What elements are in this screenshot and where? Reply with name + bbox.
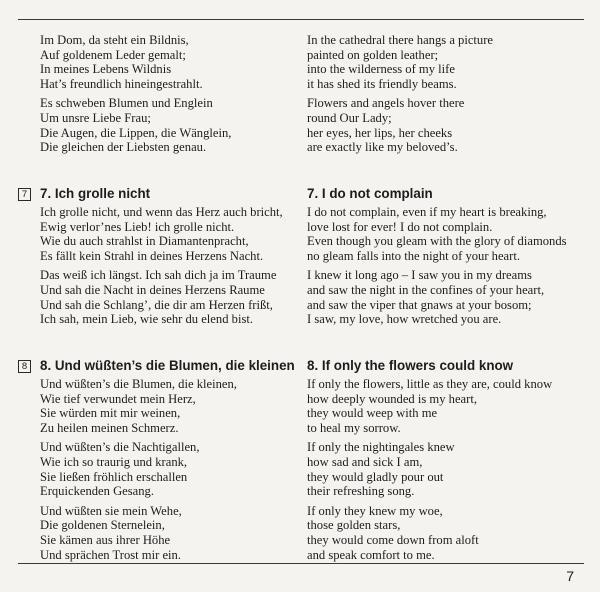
- song7-title-de: 7. Ich grolle nicht: [40, 186, 151, 201]
- poem-line: Und sah die Nacht in deines Herzens Raume: [40, 282, 265, 297]
- poem-line: they would gladly pour out: [307, 469, 444, 484]
- poem-line: Sie würden mit mir weinen,: [40, 406, 181, 421]
- poem-line: I do not complain, even if my heart is breaking,: [307, 205, 547, 219]
- poem-line: Und wüßten sie mein Wehe,: [40, 503, 182, 518]
- poem-line: are exactly like my beloved’s.: [307, 140, 458, 155]
- poem-line: to heal my sorrow.: [307, 420, 401, 435]
- poem-line: and saw the night in the confines of your heart,: [307, 282, 545, 297]
- poem-line: Die gleichen der Liebsten genau.: [40, 140, 207, 155]
- page-number: 7: [566, 568, 574, 584]
- track-number-8: 8: [18, 360, 31, 373]
- poem-line: Ich sah, mein Lieb, wie sehr du elend bist.: [40, 312, 253, 327]
- poem-line: In the cathedral there hangs a picture: [307, 33, 494, 47]
- poem-line: If only the flowers, little as they are, could know: [307, 377, 553, 391]
- song7-de-stanza-1: [40, 205, 298, 263]
- poem-line: Um unsre Liebe Frau;: [40, 110, 151, 125]
- poem-line: her eyes, her lips, her cheeks: [307, 125, 453, 140]
- poem-line: Zu heilen meinen Schmerz.: [40, 420, 179, 435]
- poem-line: Das weiß ich längst. Ich sah dich ja im Traume: [40, 268, 277, 283]
- poem-line: Im Dom, da steht ein Bildnis,: [40, 33, 189, 47]
- song7-de-stanza-2: [40, 268, 298, 326]
- poem-line: and saw the viper that gnaws at your bosom;: [307, 297, 532, 312]
- poem-line: Und wüßten’s die Blumen, die kleinen,: [40, 377, 237, 391]
- song7-title-en: 7. I do not complain: [307, 186, 433, 201]
- poem-line: Even though you gleam with the glory of diamonds: [307, 234, 567, 249]
- song8-title-de: 8. Und wüßten’s die Blumen, die kleinen: [40, 358, 295, 373]
- song8-german-column: [40, 358, 298, 562]
- song8-en-stanza-2: [307, 440, 590, 498]
- poem-line: no gleam falls into the night of your heart.: [307, 248, 520, 263]
- poem-line: round Our Lady;: [307, 110, 392, 125]
- poem-line: how sad and sick I am,: [307, 454, 423, 469]
- bottom-rule: [18, 563, 584, 564]
- poem-line: Wie du auch strahlst in Diamantenpracht,: [40, 234, 249, 249]
- song7-english-column: [307, 186, 590, 327]
- song8-en-stanza-3: [307, 504, 590, 562]
- intro-english-column: [307, 33, 590, 155]
- poem-line: Und sprächen Trost mir ein.: [40, 547, 181, 562]
- poem-line: Erquickenden Gesang.: [40, 484, 155, 499]
- intro-german-column: [40, 33, 298, 155]
- song7-en-stanza-1: [307, 205, 590, 263]
- poem-line: how deeply wounded is my heart,: [307, 391, 477, 406]
- poem-line: If only the nightingales knew: [307, 440, 455, 455]
- poem-line: their refreshing song.: [307, 484, 415, 499]
- intro-de-stanza-1: [40, 33, 298, 91]
- poem-line: they would weep with me: [307, 406, 438, 421]
- poem-line: In meines Lebens Wildnis: [40, 62, 172, 77]
- poem-line: If only they knew my woe,: [307, 503, 443, 518]
- song8-de-stanza-1: [40, 377, 298, 435]
- song8-de-stanza-2: [40, 440, 298, 498]
- song7-en-stanza-2: [307, 268, 590, 326]
- poem-line: Es fällt kein Strahl in deines Herzens Nacht.: [40, 248, 264, 263]
- intro-en-stanza-2: [307, 96, 590, 154]
- poem-line: painted on golden leather;: [307, 47, 439, 62]
- poem-line: Sie kämen aus ihrer Höhe: [40, 532, 171, 547]
- poem-line: it has shed its friendly beams.: [307, 76, 457, 91]
- song8-english-column: [307, 358, 590, 562]
- poem-line: Wie tief verwundet mein Herz,: [40, 391, 196, 406]
- song8-title-en: 8. If only the flowers could know: [307, 358, 514, 373]
- song7-german-column: [40, 186, 298, 327]
- poem-line: Ewig verlor’nes Lieb! ich grolle nicht.: [40, 219, 235, 234]
- song8-de-stanza-3: [40, 504, 298, 562]
- poem-line: Auf goldenem Leder gemalt;: [40, 47, 186, 62]
- track-number-7: 7: [18, 188, 31, 201]
- song8-en-stanza-1: [307, 377, 590, 435]
- poem-line: and speak comfort to me.: [307, 547, 435, 562]
- poem-line: into the wilderness of my life: [307, 62, 455, 77]
- top-rule: [18, 19, 584, 20]
- poem-line: Flowers and angels hover there: [307, 96, 465, 111]
- poem-line: Hat’s freundlich hineingestrahlt.: [40, 76, 203, 91]
- poem-line: I saw, my love, how wretched you are.: [307, 312, 502, 327]
- poem-line: Und sah die Schlang’, die dir am Herzen frißt,: [40, 297, 273, 312]
- poem-line: Sie ließen fröhlich erschallen: [40, 469, 188, 484]
- poem-line: Und wüßten’s die Nachtigallen,: [40, 440, 200, 455]
- poem-line: Die goldenen Sternelein,: [40, 518, 165, 533]
- poem-line: I knew it long ago – I saw you in my dreams: [307, 268, 532, 283]
- poem-line: love lost for ever! I do not complain.: [307, 219, 493, 234]
- intro-en-stanza-1: [307, 33, 590, 91]
- poem-line: Es schweben Blumen und Englein: [40, 96, 213, 111]
- poem-line: they would come down from aloft: [307, 532, 479, 547]
- poem-line: Die Augen, die Lippen, die Wänglein,: [40, 125, 232, 140]
- poem-line: those golden stars,: [307, 518, 401, 533]
- intro-de-stanza-2: [40, 96, 298, 154]
- poem-line: Wie ich so traurig und krank,: [40, 454, 188, 469]
- poem-line: Ich grolle nicht, und wenn das Herz auch bricht,: [40, 205, 283, 219]
